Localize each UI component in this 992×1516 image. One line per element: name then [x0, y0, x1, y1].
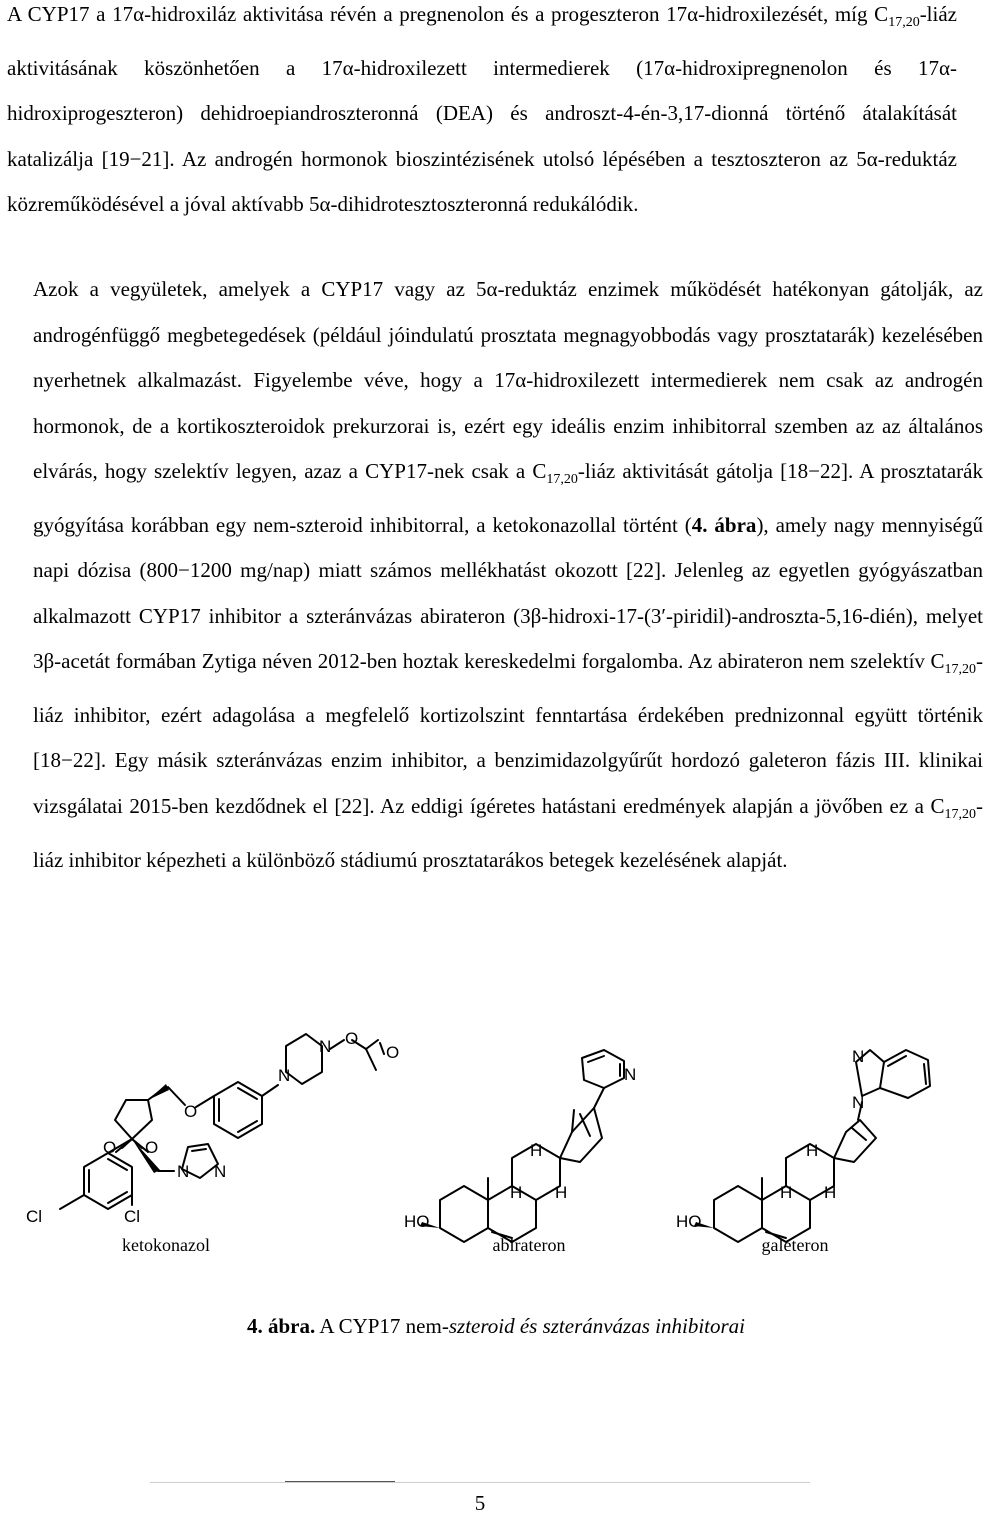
atom-o-5: O: [386, 1043, 400, 1062]
ketoconazole-structure: [26, 1029, 399, 1226]
p2-text-2: -liáz aktivitását gátolja [18−22]. A prosztatarák gyógyítása korábban egy nem-szteroid inhibitorral, a ketokonazollal történt (: [33, 459, 983, 537]
galeterone-ho: HO: [676, 1212, 702, 1231]
atom-o-4: O: [345, 1029, 359, 1048]
caption-text: A CYP17 nem-: [315, 1314, 449, 1338]
abiraterone-h-1: H: [530, 1141, 543, 1160]
footer-rule: [150, 1482, 810, 1483]
atom-o-3: O: [184, 1102, 198, 1121]
galeterone-h-3: H: [824, 1183, 837, 1202]
p2-text-4: -liáz inhibitor, ezért adagolása a megfelelő kortizolszint fenntartása érdekében prednizonnal együtt történik [18−22]. Egy másik szteránvázas enzim inhibitor, a benzimidazolgyűrűt hordozó galeteron fázis III. klinikai vizsgálatai 2015-ben kezdődnek el [22]. Az eddigi ígéretes hatástani eredmények alapján a jövőben ez a C: [33, 649, 983, 818]
figure-caption: [0, 1314, 992, 1339]
atom-cl-1: Cl: [26, 1207, 43, 1226]
atom-n-pyridine: N: [624, 1065, 637, 1084]
p1-sub: 17,20: [888, 15, 920, 31]
abiraterone-ho: HO: [404, 1212, 430, 1231]
atom-o-1: O: [103, 1138, 117, 1157]
label-galeterone: galeteron: [761, 1235, 829, 1255]
atom-n-3: N: [278, 1066, 291, 1085]
p1-text-2: -liáz aktivitásának köszönhetően a 17α-hidroxilezett intermedierek (17α-hidroxipregnenolon és 17α-hidroxiprogeszteron) dehidroepiandroszteronná (DEA) és androszt-4-én-3,17-dionná történő átalakítását katalizálja [19−21]. Az androgén hormonok bioszintézisének utolsó lépésében a tesztoszteron az 5α-reduktáz közreműködésével a jóval aktívabb 5α-dihidrotesztoszteronná redukálódik.: [7, 2, 957, 217]
label-ketoconazole: ketokonazol: [122, 1235, 210, 1255]
abiraterone-h-2: H: [510, 1183, 523, 1202]
p2-sub-3: 17,20: [944, 807, 976, 823]
atom-cl-2: Cl: [124, 1207, 141, 1226]
figure-structures: [0, 1000, 960, 1270]
caption-italic: szteroid és szteránvázas inhibitorai: [448, 1314, 745, 1338]
caption-label: 4. ábra.: [246, 1314, 316, 1338]
abiraterone-structure: [404, 1050, 636, 1242]
abiraterone-h-3: H: [555, 1183, 568, 1202]
p2-sub-1: 17,20: [546, 472, 578, 488]
galeterone-h-2: H: [780, 1183, 793, 1202]
figure-reference[interactable]: 4. ábra: [691, 512, 757, 537]
atom-n-1: N: [177, 1162, 190, 1181]
atom-n-4: N: [319, 1037, 332, 1056]
p2-text-1: Azok a vegyületek, amelyek a CYP17 vagy az 5α-reduktáz enzimek működését hatékonyan gátolják, az androgénfüggő megbetegedések (például jóindulatú prosztata megnagyobbodás vagy prosztatarák) kezelésében nyerhetnek alkalmazást. Figyelembe véve, hogy a 17α-hidroxilezett intermedierek nem csak az androgén hormonok, de a kortikoszteroidok prekurzorai is, ezért egy ideális enzim inhibitorral szemben az az általános elvárás, hogy szelektív legyen, azaz a CYP17-nek csak a C: [33, 277, 983, 483]
paragraph-1: [7, 0, 957, 228]
p2-sub-2: 17,20: [944, 662, 976, 678]
galeterone-structure: [676, 1047, 930, 1242]
p2-text-5: -liáz inhibitor képezheti a különböző stádiumú prosztatarákos betegek kezelésének alapját.: [33, 793, 983, 872]
p1-text-1: A CYP17 a 17α-hidroxiláz aktivitása révén a pregnenolon és a progeszteron 17α-hidroxilezését, míg C: [7, 2, 889, 26]
galeterone-n-1: N: [852, 1047, 865, 1066]
atom-n-2: N: [214, 1162, 227, 1181]
galeterone-n-2: N: [852, 1093, 865, 1112]
paragraph-2: [7, 267, 983, 883]
label-abiraterone: abirateron: [492, 1235, 566, 1255]
page-number: 5: [474, 1491, 486, 1515]
footer-rule-accent: [285, 1481, 395, 1482]
p2-text-3: ), amely nagy mennyiségű napi dózisa (800−1200 mg/nap) miatt számos mellékhatást okozott [22]. Jelenleg az egyetlen gyógyászatban alkalmazott CYP17 inhibitor a szteránvázas abirateron (3β-hidroxi-17-(3′-piridil)-androszta-5,16-dién), melyet 3β-acetát formában Zytiga néven 2012-ben hoztak kereskedelmi forgalomba. Az abirateron nem szelektív C: [33, 512, 984, 674]
atom-o-2: O: [145, 1138, 159, 1157]
galeterone-h-1: H: [806, 1141, 819, 1160]
